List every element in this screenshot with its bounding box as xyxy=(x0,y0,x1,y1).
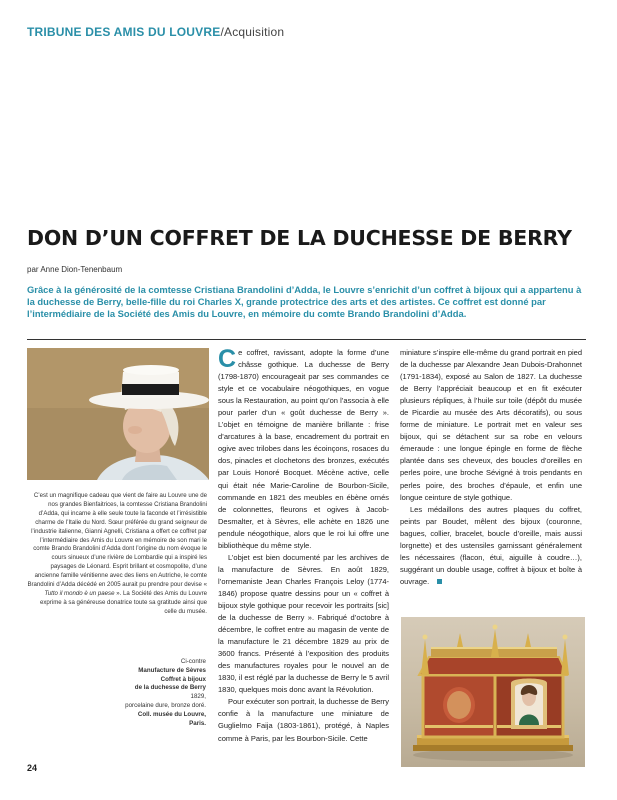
caption-text-before: C’est un magnifique cadeau que vient de faire au Louvre une de nos grandes Bienfaitrices, la comtesse Cristiana Brandolini d’Adda, qui incarne à elle seule toute la faconde et l’irrésistible charme de l’Italie du Nord. Sœur préférée du grand seigneur de l’industrie italienne, Gianni Agnelli, Cristiana a offert ce coffret par l’intermédiaire des Amis du Louvre en mémoire de son mari le comte Brando Brandolini d’Adda dont l’origine du nom évoque le cours sinueux d’une rivière de Lombardie qui a inspiré les paysages de Léonard. Esprit brillant et cosmopolite, d’une ancienne famille vénitienne avec des liens en Autriche, le comte Brandolini d’Adda décédé en 2005 aurait pu prendre pour devise « xyxy=(27,492,207,589)
coffret-photo xyxy=(401,617,585,767)
caption-text-after: ». La Société des Amis du Louvre exprime à sa généreuse donatrice toute sa gratitude ainsi que celle du musée. xyxy=(39,589,207,615)
credit-owner: de la duchesse de Berry xyxy=(134,684,206,692)
credit-year: 1829, xyxy=(190,693,206,701)
body-paragraph-text: Les médaillons des autres plaques du coffret, peints par Boudet, mêlent des bijoux (couronne, bagues, collier, bracelet, boucle d’oreille, mais aussi lorgnette) et des ustensiles garnissant généralement les nécessaires (flacon, étui, aiguille à coudre…), suggérant un double usage, coffret à bijoux et boîte à ouvrage. xyxy=(400,504,582,586)
drop-cap: C xyxy=(218,345,237,373)
header-subsection: Acquisition xyxy=(223,25,285,39)
portrait-photo xyxy=(27,348,209,480)
credit-city: Paris. xyxy=(189,719,206,727)
credit-materials: porcelaine dure, bronze doré. xyxy=(125,701,206,709)
portrait-illustration xyxy=(27,348,209,480)
body-paragraph: Pour exécuter son portrait, la duchesse de Berry confie à la manufacture une miniature de Guglielmo Faija (1803-1861), protégé, à Naples comme à Paris, par les Bourbon-Sicile. Cette xyxy=(218,697,389,743)
body-paragraph xyxy=(400,504,582,588)
credit-object: Coffret à bijoux xyxy=(160,675,206,683)
header-separator: / xyxy=(220,25,224,39)
body-paragraph: L’objet est bien documenté par les archives de la manufacture de Sèvres. En août 1829, l’ornemaniste Jean Charles François Leloy (1774-1846) propose quatre dessins pour un « coffret à bijoux style gothique pour recevoir les portraits [sic] de la duchesse de Berry ». Fabriqué d’octobre à décembre, le coffret entre au magasin de vente de la manufacture le 21 décembre 1829 au prix de 3600 francs. Présenté à l’exposition des produits des manufactures royales pour le nouvel an de 1830, il est réglé par la duchesse de Berry le 5 avril 1830, quelques mois donc avant la Révolution. xyxy=(218,552,389,695)
running-header xyxy=(27,25,284,39)
credit-intro: Ci-contre xyxy=(180,658,206,665)
image-credit xyxy=(27,658,206,728)
credit-collection: Coll. musée du Louvre, xyxy=(137,710,206,718)
body-column-1 xyxy=(218,347,389,745)
article-title: DON D’UN COFFRET DE LA DUCHESSE DE BERRY xyxy=(27,226,572,250)
article-author: par Anne Dion-Tenenbaum xyxy=(27,265,123,274)
body-paragraph xyxy=(218,347,389,552)
page-number: 24 xyxy=(27,763,38,773)
header-section: TRIBUNE DES AMIS DU LOUVRE xyxy=(27,25,221,39)
divider-rule xyxy=(27,339,586,340)
body-paragraph-text: e coffret, ravissant, adopte la forme d’une châsse gothique. La duchesse de Berry (1798-1870) encourageait par ses commandes ce style et ce vocabulaire néogothiques, en vogue sous la Restauration, au point qu’on l’associa à elle pour parler d’un « goût duchesse de Berry ». L’objet en témoigne de manière brillante : frise d’arcatures à la base, encadrement du portrait en ogive avec trilobes dans les écoinçons, rosaces du dos, pinacles et clochetons des bronzes, exécutés par Louis Honoré Bocquet. Mécène active, celle qui était née Marie-Caroline de Bourbon-Sicile, commande en 1821 des meubles en ébène ornés de colonnettes, fleurons et ogives à Jacob-Desmalter, et à Sèvres, elle achète en 1826 une pendule néogothique, alors que le roi lui offre une bibliothèque du même style. xyxy=(218,348,389,550)
article-lead: Grâce à la générosité de la comtesse Cristiana Brandolini d’Adda, le Louvre s’enrichit d’un coffret à bijoux qui a appartenu à la duchesse de Berry, belle-fille du roi Charles X, grande protectrice des arts et des artistes. Ce coffret est donné par l’intermédiaire de la Société des Amis du Louvre, en mémoire du comte Brando Brandolini d’Adda. xyxy=(27,284,582,319)
body-paragraph: miniature s’inspire elle-même du grand portrait en pied de la duchesse par Alexandre Jean Dubois-Drahonnet (1791-1834), exposé au Salon de 1827. La duchesse de Berry l’appréciait beaucoup et en fit exécuter plusieurs répliques, à l’huile sur toile (dépôt du musée de Picardie au musée des Arts décoratifs), ou sous forme de miniature. Le portrait met en valeur ses bijoux, qui se détachent sur sa robe en velours émeraude : une longue épingle en forme de flèche plantée dans ses cheveux, des boucles d’oreilles en perles poire, une broche Sévigné à trois pendants en perles poire, des broches d’épaule, et enfin une longue ceinture de style gothique. xyxy=(400,348,582,502)
portrait-caption xyxy=(27,492,207,617)
body-column-2 xyxy=(400,347,582,588)
end-mark-icon xyxy=(437,579,442,584)
caption-motto: Tutto il mondo è un paese xyxy=(44,589,115,597)
coffret-illustration xyxy=(401,617,585,767)
credit-maker: Manufacture de Sèvres xyxy=(138,666,206,674)
